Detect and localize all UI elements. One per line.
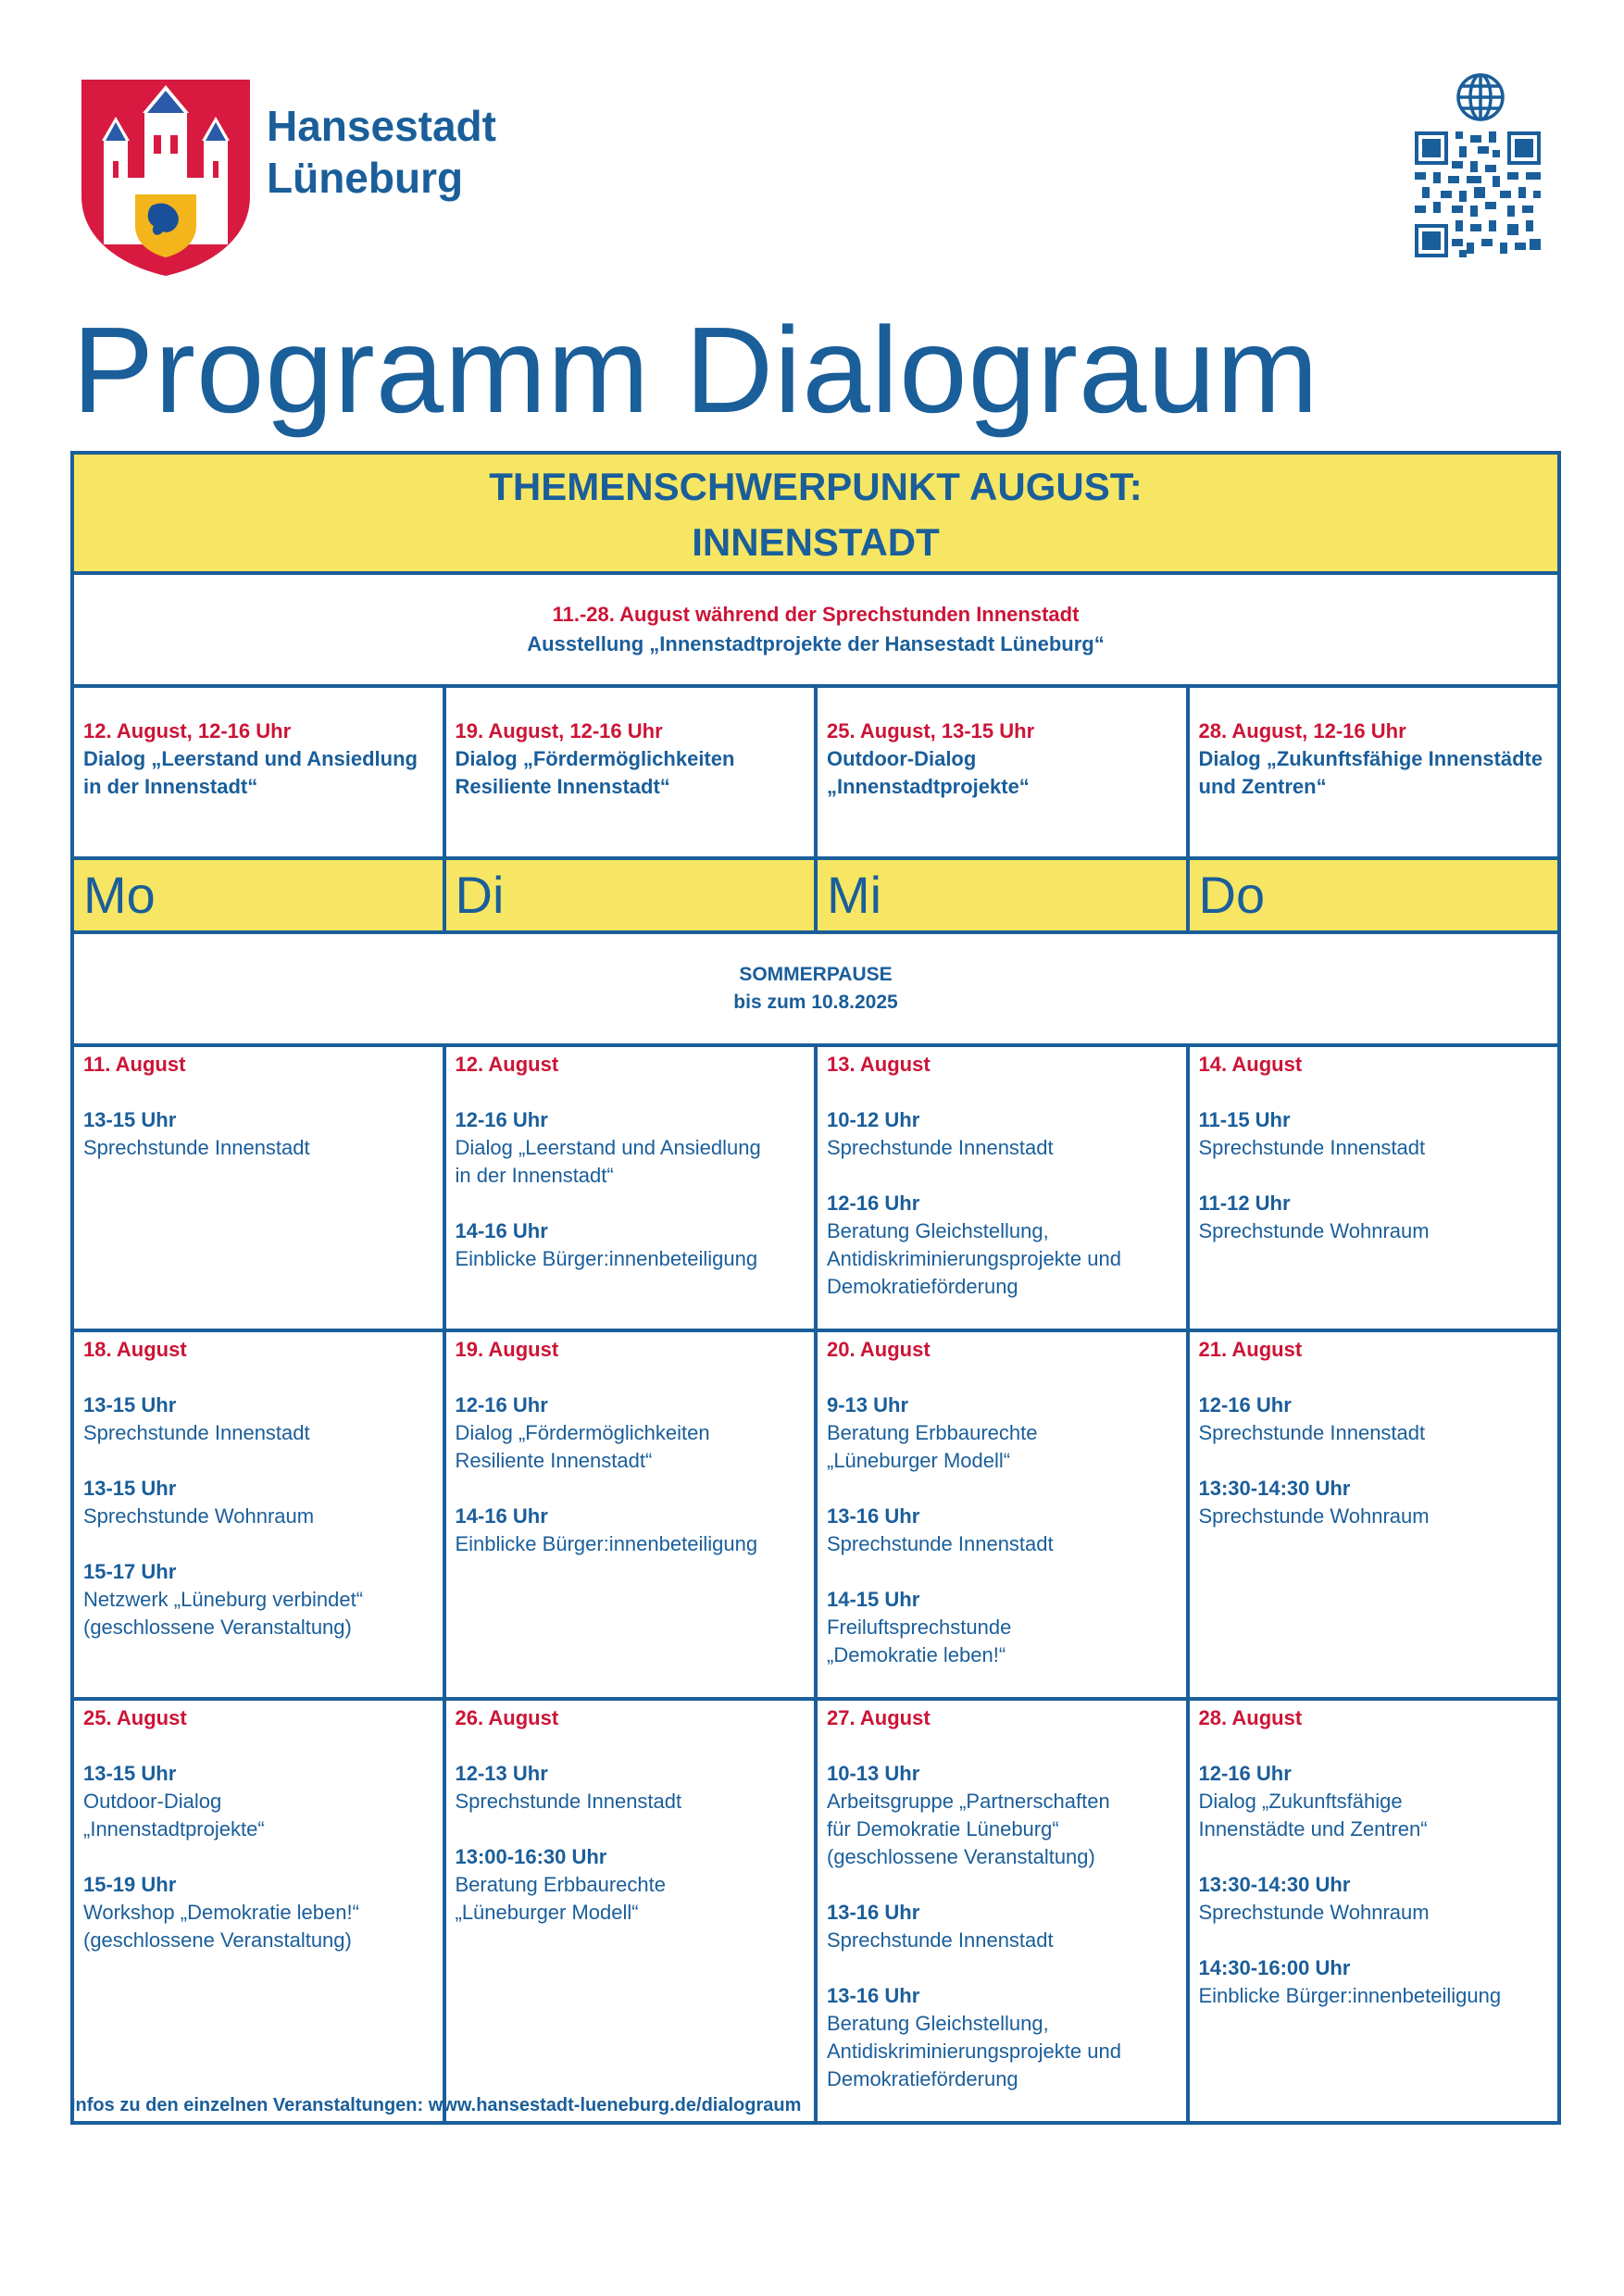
event-entry bbox=[827, 1391, 1177, 1475]
exhibition-title: Ausstellung „Innenstadtprojekte der Hansestadt Lüneburg“ bbox=[527, 632, 1105, 655]
event-time: 13-15 Uhr bbox=[83, 1108, 177, 1131]
day-label: Do bbox=[1198, 866, 1266, 924]
event-description: Einblicke Bürger:innenbeteiligung bbox=[455, 1247, 758, 1270]
event-description: Beratung Gleichstellung, Antidiskriminierungsprojekte und Demokratieförderung bbox=[827, 2012, 1121, 2090]
day-cell bbox=[444, 1045, 817, 1330]
event-description: Sprechstunde Innenstadt bbox=[827, 1136, 1054, 1159]
summer-break-title: SOMMERPAUSE bbox=[739, 964, 893, 985]
event-entry bbox=[1199, 1954, 1549, 2010]
event-description: Freiluftsprechstunde „Demokratie leben!“ bbox=[827, 1616, 1012, 1666]
cell-date: 19. August bbox=[455, 1338, 559, 1361]
cell-date: 11. August bbox=[83, 1053, 186, 1076]
event-entry bbox=[1199, 1871, 1549, 1927]
event-entry bbox=[827, 1106, 1177, 1162]
event-time: 10-13 Uhr bbox=[827, 1762, 920, 1785]
event-time: 12-16 Uhr bbox=[1198, 1762, 1292, 1785]
event-description: Sprechstunde Innenstadt bbox=[83, 1421, 310, 1444]
event-time: 13:30-14:30 Uhr bbox=[1198, 1873, 1351, 1896]
event-time: 12-16 Uhr bbox=[455, 1393, 548, 1416]
event-entry bbox=[1199, 1475, 1549, 1530]
week-row bbox=[72, 1699, 1559, 2123]
event-time: 15-19 Uhr bbox=[83, 1873, 177, 1896]
event-time: 13:00-16:30 Uhr bbox=[455, 1845, 607, 1868]
day-cell bbox=[1188, 1330, 1560, 1699]
event-entry bbox=[83, 1871, 433, 1954]
event-entry bbox=[1199, 1190, 1549, 1245]
day-label: Mo bbox=[83, 866, 156, 924]
day-cell bbox=[444, 1699, 817, 2123]
cell-date: 27. August bbox=[827, 1706, 931, 1729]
highlight-dialog-2 bbox=[444, 686, 817, 858]
cell-date: 14. August bbox=[1198, 1053, 1303, 1076]
highlight-date: 19. August, 12-16 Uhr bbox=[455, 719, 663, 742]
theme-banner bbox=[72, 453, 1559, 573]
qr-code-icon[interactable] bbox=[1415, 131, 1541, 257]
day-header-mi bbox=[816, 858, 1188, 932]
event-entry bbox=[456, 1843, 806, 1927]
event-entry bbox=[1199, 1106, 1549, 1162]
day-cell bbox=[816, 1045, 1188, 1330]
event-time: 13-15 Uhr bbox=[83, 1393, 177, 1416]
brand-line-2: Lüneburg bbox=[267, 154, 464, 202]
highlight-title: Outdoor-Dialog „Innenstadtprojekte“ bbox=[827, 747, 1030, 798]
day-cell bbox=[444, 1330, 817, 1699]
cell-date: 18. August bbox=[83, 1338, 187, 1361]
brand-line-1: Hansestadt bbox=[267, 102, 496, 150]
day-header-di bbox=[444, 858, 817, 932]
highlight-date: 12. August, 12-16 Uhr bbox=[83, 719, 292, 742]
event-time: 15-17 Uhr bbox=[83, 1560, 177, 1583]
cell-date: 26. August bbox=[455, 1706, 559, 1729]
day-cell bbox=[72, 1045, 444, 1330]
week-row bbox=[72, 1330, 1559, 1699]
event-description: Netzwerk „Lüneburg verbindet“ (geschlossene Veranstaltung) bbox=[83, 1588, 364, 1639]
event-description: Beratung Gleichstellung, Antidiskriminierungsprojekte und Demokratieförderung bbox=[827, 1219, 1121, 1298]
exhibition-note bbox=[72, 573, 1559, 686]
event-time: 10-12 Uhr bbox=[827, 1108, 920, 1131]
event-time: 13-15 Uhr bbox=[83, 1477, 177, 1500]
summer-break-notice bbox=[72, 932, 1559, 1045]
highlight-title: Dialog „Leerstand und Ansiedlung in der Innenstadt“ bbox=[83, 747, 418, 798]
day-label: Mi bbox=[827, 866, 882, 924]
day-cell bbox=[816, 1330, 1188, 1699]
event-description: Sprechstunde Wohnraum bbox=[1198, 1504, 1430, 1528]
event-description: Sprechstunde Wohnraum bbox=[1198, 1219, 1430, 1242]
theme-line-2: INNENSTADT bbox=[692, 520, 940, 564]
event-entry bbox=[83, 1558, 433, 1641]
event-description: Beratung Erbbaurechte „Lüneburger Modell“ bbox=[455, 1873, 666, 1924]
highlight-title: Dialog „Zukunftsfähige Innenstädte und Zentren“ bbox=[1198, 747, 1543, 798]
event-time: 9-13 Uhr bbox=[827, 1393, 909, 1416]
event-time: 14-16 Uhr bbox=[455, 1504, 548, 1528]
event-description: Sprechstunde Innenstadt bbox=[1198, 1136, 1426, 1159]
event-entry bbox=[1199, 1391, 1549, 1447]
event-time: 13-16 Uhr bbox=[827, 1504, 920, 1528]
event-entry bbox=[456, 1503, 806, 1558]
theme-line-1: THEMENSCHWERPUNKT AUGUST: bbox=[489, 465, 1143, 508]
week-row bbox=[72, 1045, 1559, 1330]
event-description: Dialog „Zukunftsfähige Innenstädte und Zentren“ bbox=[1198, 1790, 1428, 1841]
event-time: 14-16 Uhr bbox=[455, 1219, 548, 1242]
summer-break-until: bis zum 10.8.2025 bbox=[733, 992, 898, 1013]
event-time: 12-16 Uhr bbox=[827, 1192, 920, 1215]
event-time: 11-12 Uhr bbox=[1198, 1192, 1291, 1215]
event-description: Beratung Erbbaurechte „Lüneburger Modell“ bbox=[827, 1421, 1038, 1472]
event-description: Sprechstunde Innenstadt bbox=[83, 1136, 310, 1159]
event-entry bbox=[83, 1760, 433, 1843]
day-header-do bbox=[1188, 858, 1560, 932]
event-entry bbox=[456, 1106, 806, 1190]
cell-date: 25. August bbox=[83, 1706, 187, 1729]
event-entry bbox=[827, 1760, 1177, 1871]
event-time: 12-16 Uhr bbox=[455, 1108, 548, 1131]
event-entry bbox=[83, 1106, 433, 1162]
day-cell bbox=[72, 1699, 444, 2123]
event-time: 14-15 Uhr bbox=[827, 1588, 920, 1611]
event-description: Outdoor-Dialog „Innenstadtprojekte“ bbox=[83, 1790, 265, 1841]
day-cell bbox=[1188, 1045, 1560, 1330]
event-description: Sprechstunde Innenstadt bbox=[827, 1532, 1054, 1555]
highlight-date: 25. August, 13-15 Uhr bbox=[827, 719, 1035, 742]
cell-date: 21. August bbox=[1198, 1338, 1303, 1361]
schedule-table bbox=[70, 451, 1561, 2125]
event-entry bbox=[83, 1475, 433, 1530]
event-description: Sprechstunde Wohnraum bbox=[83, 1504, 315, 1528]
event-entry bbox=[827, 1982, 1177, 2093]
brand-name bbox=[267, 100, 496, 204]
event-time: 12-13 Uhr bbox=[455, 1762, 548, 1785]
event-entry bbox=[83, 1391, 433, 1447]
highlight-date: 28. August, 12-16 Uhr bbox=[1198, 719, 1406, 742]
day-cell bbox=[1188, 1699, 1560, 2123]
event-entry bbox=[827, 1586, 1177, 1669]
event-entry bbox=[827, 1503, 1177, 1558]
event-time: 13-16 Uhr bbox=[827, 1901, 920, 1924]
highlight-title: Dialog „Fördermöglichkeiten Resiliente Innenstadt“ bbox=[455, 747, 735, 798]
highlight-dialog-1 bbox=[72, 686, 444, 858]
event-time: 13-16 Uhr bbox=[827, 1984, 920, 2007]
event-description: Sprechstunde Innenstadt bbox=[455, 1790, 682, 1813]
day-label: Di bbox=[455, 866, 505, 924]
event-time: 12-16 Uhr bbox=[1198, 1393, 1292, 1416]
event-time: 11-15 Uhr bbox=[1198, 1108, 1291, 1131]
event-description: Workshop „Demokratie leben!“ (geschlossene Veranstaltung) bbox=[83, 1901, 359, 1952]
day-header-mo bbox=[72, 858, 444, 932]
event-description: Sprechstunde Wohnraum bbox=[1198, 1901, 1430, 1924]
event-description: Arbeitsgruppe „Partnerschaften für Demokratie Lüneburg“ (geschlossene Veranstaltung) bbox=[827, 1790, 1110, 1868]
globe-icon[interactable] bbox=[1455, 72, 1505, 122]
event-time: 13:30-14:30 Uhr bbox=[1198, 1477, 1351, 1500]
coat-of-arms-icon bbox=[78, 76, 254, 280]
cell-date: 12. August bbox=[455, 1053, 559, 1076]
event-entry bbox=[827, 1899, 1177, 1954]
event-entry bbox=[1199, 1760, 1549, 1843]
event-description: Sprechstunde Innenstadt bbox=[827, 1928, 1054, 1952]
cell-date: 13. August bbox=[827, 1053, 931, 1076]
cell-date: 20. August bbox=[827, 1338, 931, 1361]
event-description: Dialog „Leerstand und Ansiedlung in der Innenstadt“ bbox=[455, 1136, 761, 1187]
highlight-dialog-3 bbox=[816, 686, 1188, 858]
page-title: Programm Dialograum bbox=[72, 302, 1319, 438]
event-description: Sprechstunde Innenstadt bbox=[1198, 1421, 1426, 1444]
highlight-dialog-4 bbox=[1188, 686, 1560, 858]
event-entry bbox=[827, 1190, 1177, 1301]
day-cell bbox=[72, 1330, 444, 1699]
event-description: Einblicke Bürger:innenbeteiligung bbox=[455, 1532, 758, 1555]
day-cell bbox=[816, 1699, 1188, 2123]
event-entry bbox=[456, 1217, 806, 1273]
event-time: 14:30-16:00 Uhr bbox=[1198, 1956, 1351, 1979]
event-entry bbox=[456, 1391, 806, 1475]
cell-date: 28. August bbox=[1198, 1706, 1303, 1729]
footer-info-link[interactable]: Infos zu den einzelnen Veranstaltungen: www.hansestadt-lueneburg.de/dialograum bbox=[70, 2095, 802, 2115]
exhibition-dates: 11.-28. August während der Sprechstunden Innenstadt bbox=[552, 603, 1080, 626]
event-entry bbox=[456, 1760, 806, 1816]
event-description: Einblicke Bürger:innenbeteiligung bbox=[1198, 1984, 1502, 2007]
event-description: Dialog „Fördermöglichkeiten Resiliente Innenstadt“ bbox=[455, 1421, 710, 1472]
event-time: 13-15 Uhr bbox=[83, 1762, 177, 1785]
